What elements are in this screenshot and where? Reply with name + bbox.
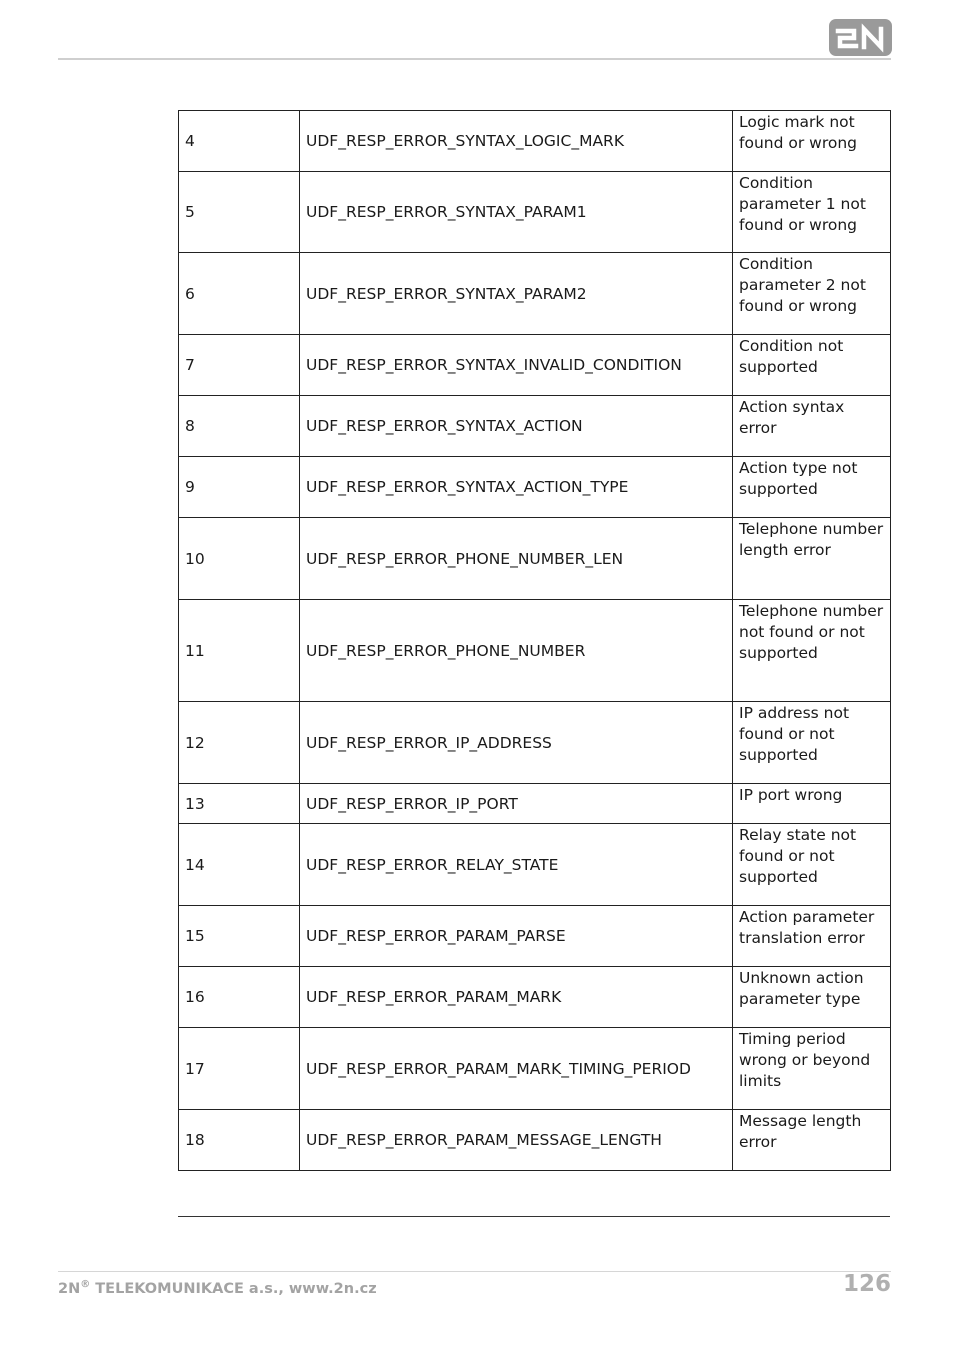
- error-name-cell: UDF_RESP_ERROR_SYNTAX_INVALID_CONDITION: [300, 335, 733, 396]
- error-name-cell: UDF_RESP_ERROR_PARAM_PARSE: [300, 906, 733, 967]
- footer-company-text: TELEKOMUNIKACE a.s., www.2n.cz: [90, 1280, 377, 1297]
- error-name-cell: UDF_RESP_ERROR_PARAM_MARK: [300, 967, 733, 1028]
- error-code-cell: 18: [179, 1110, 300, 1171]
- table-row: [179, 457, 891, 518]
- table-row: [179, 824, 891, 906]
- table-row: [179, 396, 891, 457]
- error-code-cell: 12: [179, 702, 300, 784]
- table-row: [179, 1110, 891, 1171]
- header-rule: [58, 58, 891, 60]
- error-code-cell: 6: [179, 253, 300, 335]
- table-row: [179, 906, 891, 967]
- error-name-cell: UDF_RESP_ERROR_PHONE_NUMBER_LEN: [300, 518, 733, 600]
- error-code-cell: 14: [179, 824, 300, 906]
- error-description-cell: Unknown action parameter type: [733, 967, 891, 1028]
- table-row: [179, 967, 891, 1028]
- table-row: [179, 172, 891, 253]
- table-row: [179, 600, 891, 702]
- error-name-cell: UDF_RESP_ERROR_PARAM_MARK_TIMING_PERIOD: [300, 1028, 733, 1110]
- error-code-cell: 7: [179, 335, 300, 396]
- footer-rule: [58, 1271, 891, 1272]
- table-row: [179, 1028, 891, 1110]
- table-row: [179, 784, 891, 824]
- error-description-cell: Logic mark not found or wrong: [733, 111, 891, 172]
- error-code-cell: 9: [179, 457, 300, 518]
- error-name-cell: UDF_RESP_ERROR_SYNTAX_ACTION_TYPE: [300, 457, 733, 518]
- error-description-cell: IP address not found or not supported: [733, 702, 891, 784]
- error-name-cell: UDF_RESP_ERROR_SYNTAX_LOGIC_MARK: [300, 111, 733, 172]
- error-description-cell: Condition parameter 2 not found or wrong: [733, 253, 891, 335]
- error-code-cell: 13: [179, 784, 300, 824]
- error-name-cell: UDF_RESP_ERROR_PHONE_NUMBER: [300, 600, 733, 702]
- error-description-cell: Timing period wrong or beyond limits: [733, 1028, 891, 1110]
- footer-brand: 2N: [58, 1280, 81, 1297]
- error-code-cell: 5: [179, 172, 300, 253]
- error-description-cell: Relay state not found or not supported: [733, 824, 891, 906]
- error-description-cell: Condition not supported: [733, 335, 891, 396]
- error-codes-table: [178, 110, 891, 1171]
- error-description-cell: Action syntax error: [733, 396, 891, 457]
- page-number: 126: [842, 1271, 891, 1297]
- table-row: [179, 111, 891, 172]
- footer-company: [58, 1279, 377, 1297]
- company-logo: [829, 19, 892, 56]
- error-code-cell: 15: [179, 906, 300, 967]
- error-description-cell: Action parameter translation error: [733, 906, 891, 967]
- table-row: [179, 518, 891, 600]
- error-code-cell: 11: [179, 600, 300, 702]
- error-name-cell: UDF_RESP_ERROR_SYNTAX_PARAM1: [300, 172, 733, 253]
- error-code-cell: 8: [179, 396, 300, 457]
- error-description-cell: Telephone number length error: [733, 518, 891, 600]
- error-code-cell: 17: [179, 1028, 300, 1110]
- error-name-cell: UDF_RESP_ERROR_IP_ADDRESS: [300, 702, 733, 784]
- error-name-cell: UDF_RESP_ERROR_RELAY_STATE: [300, 824, 733, 906]
- error-description-cell: Message length error: [733, 1110, 891, 1171]
- error-name-cell: UDF_RESP_ERROR_IP_PORT: [300, 784, 733, 824]
- error-description-cell: Condition parameter 1 not found or wrong: [733, 172, 891, 253]
- error-name-cell: UDF_RESP_ERROR_PARAM_MESSAGE_LENGTH: [300, 1110, 733, 1171]
- error-codes-body: [179, 111, 891, 1171]
- registered-mark: ®: [80, 1279, 91, 1290]
- error-code-cell: 16: [179, 967, 300, 1028]
- error-code-cell: 10: [179, 518, 300, 600]
- table-row: [179, 335, 891, 396]
- error-name-cell: UDF_RESP_ERROR_SYNTAX_ACTION: [300, 396, 733, 457]
- error-description-cell: Action type not supported: [733, 457, 891, 518]
- error-description-cell: Telephone number not found or not supported: [733, 600, 891, 702]
- 2n-logo-icon: [829, 19, 892, 56]
- error-description-cell: IP port wrong: [733, 784, 891, 824]
- error-name-cell: UDF_RESP_ERROR_SYNTAX_PARAM2: [300, 253, 733, 335]
- section-divider: [178, 1216, 890, 1217]
- table-row: [179, 702, 891, 784]
- table-row: [179, 253, 891, 335]
- error-code-cell: 4: [179, 111, 300, 172]
